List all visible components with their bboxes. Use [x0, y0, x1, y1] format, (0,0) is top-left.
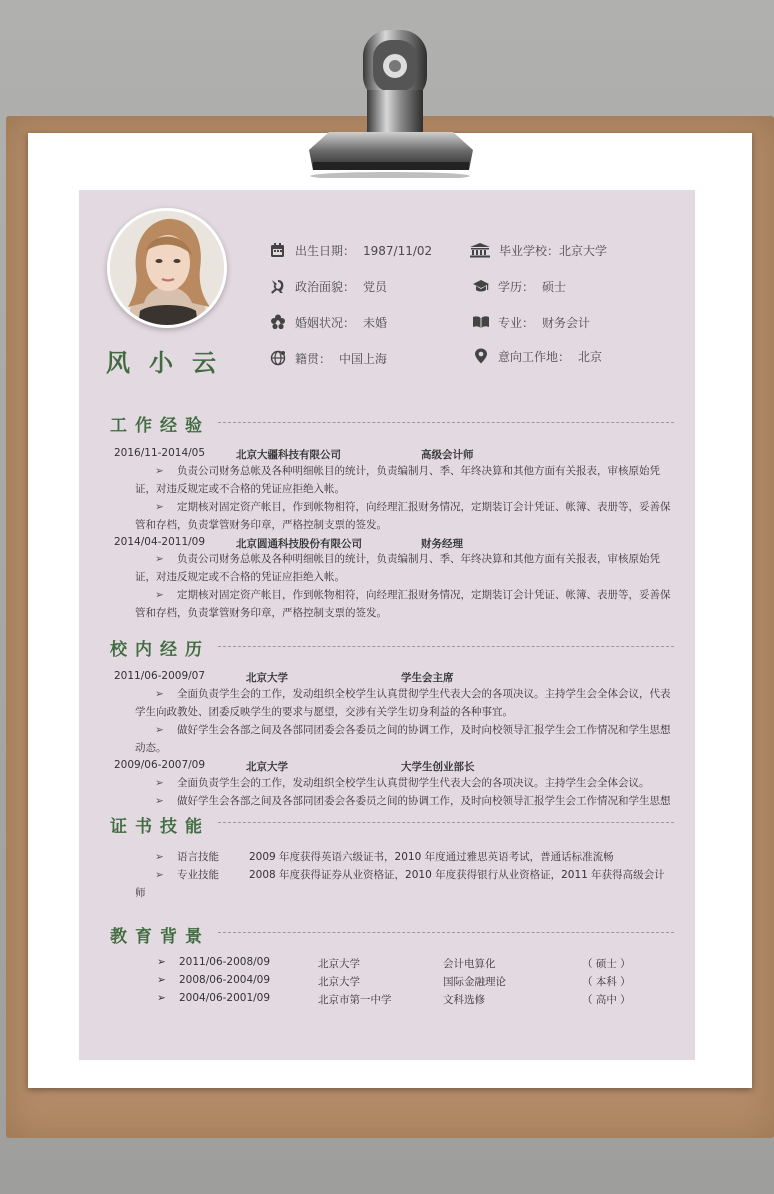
campus-2-school: 北京大学 [246, 761, 288, 773]
flower-icon [269, 314, 287, 330]
section-title-campus: 校内经历 [110, 640, 210, 660]
avatar [107, 208, 227, 328]
bank-icon [469, 242, 491, 258]
major-value: 财务会计 [542, 316, 591, 330]
skill-professional: ➢ 专业技能 2008 年度获得证券从业资格证，2010 年度获得银行从业资格证，2011 年获得高级会计师 [135, 866, 670, 902]
campus-2-role: 大学生创业部长 [401, 761, 475, 773]
edu-3-major: 文科选修 [443, 994, 485, 1006]
edu-2-degree: （ 本科 ） [582, 976, 631, 988]
binder-clip-icon [305, 28, 475, 178]
edu-2-school: 北京大学 [318, 976, 360, 988]
info-birth [269, 242, 432, 259]
campus-2-period: 2009/06-2007/09 [114, 759, 206, 771]
work-2-bullet-2: ➢ 定期核对固定资产帐目，作到帐物相符，向经理汇报财务情况，定期装订会计凭证、帐簿、表册等，妥善保管和存档，负责掌管财务印章，严格控制支票的签发。 [135, 589, 671, 619]
work-1-header [114, 447, 205, 459]
info-degree [472, 278, 566, 295]
edu-1-major: 会计电算化 [443, 958, 496, 970]
edu-1-period: 2011/06-2008/09 [179, 956, 271, 968]
campus-1-bullet-2: ➢ 做好学生会各部之间及各部同团委会各委员之间的协调工作，及时向校领导汇报学生会工作情况和学生思想动态。 [135, 724, 671, 754]
edu-2-arrow: ➢ [157, 974, 166, 986]
party-icon [269, 278, 287, 294]
edu-1-school: 北京大学 [318, 958, 360, 970]
work-2-title: 财务经理 [421, 538, 463, 550]
book-icon [472, 314, 490, 330]
degree-label: 学历： [498, 280, 535, 294]
candidate-name: 风小云 [106, 349, 235, 377]
work-1-company: 北京大疆科技有限公司 [236, 449, 341, 461]
work-2-period: 2014/04-2011/09 [114, 536, 206, 548]
school-label: 毕业学校： [499, 244, 560, 258]
major-label: 专业： [498, 316, 535, 330]
edu-1-degree: （ 硕士 ） [582, 958, 631, 970]
section-divider [218, 422, 674, 423]
skill-professional-text: 2008 年度获得证券从业资格证，2010 年度获得银行从业资格证，2011 年获得高级会计师 [135, 869, 665, 899]
info-school [469, 242, 607, 259]
origin-value: 中国上海 [339, 352, 388, 366]
work-2-bullet-1: ➢ 负责公司财务总帐及各种明细帐目的统计，负责编制月、季、年终决算和其他方面有关报表，审核原始凭证，对违反规定或不合格的凭证应拒绝入帐。 [135, 553, 660, 583]
info-politics [269, 278, 387, 295]
edu-2-major: 国际金融理论 [443, 976, 506, 988]
school-value: 北京大学 [559, 244, 608, 258]
skills-list [135, 848, 675, 910]
work-1-period: 2016/11-2014/05 [114, 447, 206, 459]
work-1-title: 高级会计师 [421, 449, 474, 461]
campus-1-bullet-1: ➢ 全面负责学生会的工作，发动组织全校学生认真贯彻学生代表大会的各项决议。主持学生会全体会议，代表学生向政教处、团委反映学生的要求与愿望，交涉有关学生切身利益的各种事宜。 [135, 688, 671, 718]
section-title-education: 教育背景 [110, 927, 210, 947]
section-title-skills: 证书技能 [110, 817, 210, 837]
marital-value: 未婚 [363, 316, 388, 330]
info-marital [269, 314, 387, 331]
marital-label: 婚姻状况： [295, 316, 356, 330]
campus-2-bullet-1: ➢ 全面负责学生会的工作，发动组织全校学生认真贯彻学生代表大会的各项决议。主持学生会全体会议。 [155, 777, 650, 789]
degree-value: 硕士 [542, 280, 567, 294]
location-value: 北京 [578, 350, 603, 364]
location-pin-icon [472, 348, 490, 364]
campus-1-role: 学生会主席 [401, 672, 454, 684]
location-label: 意向工作地： [498, 350, 571, 364]
info-major [472, 314, 590, 331]
mortarboard-icon [472, 278, 490, 294]
birth-label: 出生日期： [295, 244, 356, 258]
section-divider [218, 822, 674, 823]
skill-professional-label: 专业技能 [177, 869, 219, 881]
section-title-work: 工作经验 [110, 416, 210, 436]
skill-language: ➢ 语言技能 2009 年度获得英语六级证书，2010 年度通过雅思英语考试，普通话标准流畅 [135, 848, 670, 866]
skill-language-text: 2009 年度获得英语六级证书，2010 年度通过雅思英语考试，普通话标准流畅 [249, 851, 614, 863]
edu-2-period: 2008/06-2004/09 [179, 974, 271, 986]
section-divider [218, 932, 674, 933]
edu-3-school: 北京市第一中学 [318, 994, 392, 1006]
birth-value: 1987/11/02 [363, 244, 433, 258]
edu-3-arrow: ➢ [157, 992, 166, 1004]
campus-2-bullet-2: ➢ 做好学生会各部之间及各部同团委会各委员之间的协调工作，及时向校领导汇报学生会工作情况和学生思想 [155, 795, 671, 807]
work-2-company: 北京圆通科技股份有限公司 [236, 538, 362, 550]
edu-1-arrow: ➢ [157, 956, 166, 968]
skill-language-label: 语言技能 [177, 851, 219, 863]
edu-3-degree: （ 高中 ） [582, 994, 631, 1006]
politics-value: 党员 [363, 280, 388, 294]
calendar-icon [269, 242, 287, 258]
campus-1-period: 2011/06-2009/07 [114, 670, 206, 682]
edu-3-period: 2004/06-2001/09 [179, 992, 271, 1004]
info-location [472, 348, 602, 365]
politics-label: 政治面貌： [295, 280, 356, 294]
work-1-bullet-2: ➢ 定期核对固定资产帐目，作到帐物相符，向经理汇报财务情况，定期装订会计凭证、帐簿、表册等，妥善保管和存档，负责掌管财务印章，严格控制支票的签发。 [135, 501, 671, 531]
section-divider [218, 646, 674, 647]
globe-icon [269, 350, 287, 366]
info-origin [269, 350, 387, 367]
campus-1-school: 北京大学 [246, 672, 288, 684]
work-1-bullet-1: ➢ 负责公司财务总帐及各种明细帐目的统计，负责编制月、季、年终决算和其他方面有关报表，审核原始凭证，对违反规定或不合格的凭证应拒绝入帐。 [135, 465, 660, 495]
origin-label: 籍贯： [295, 352, 332, 366]
